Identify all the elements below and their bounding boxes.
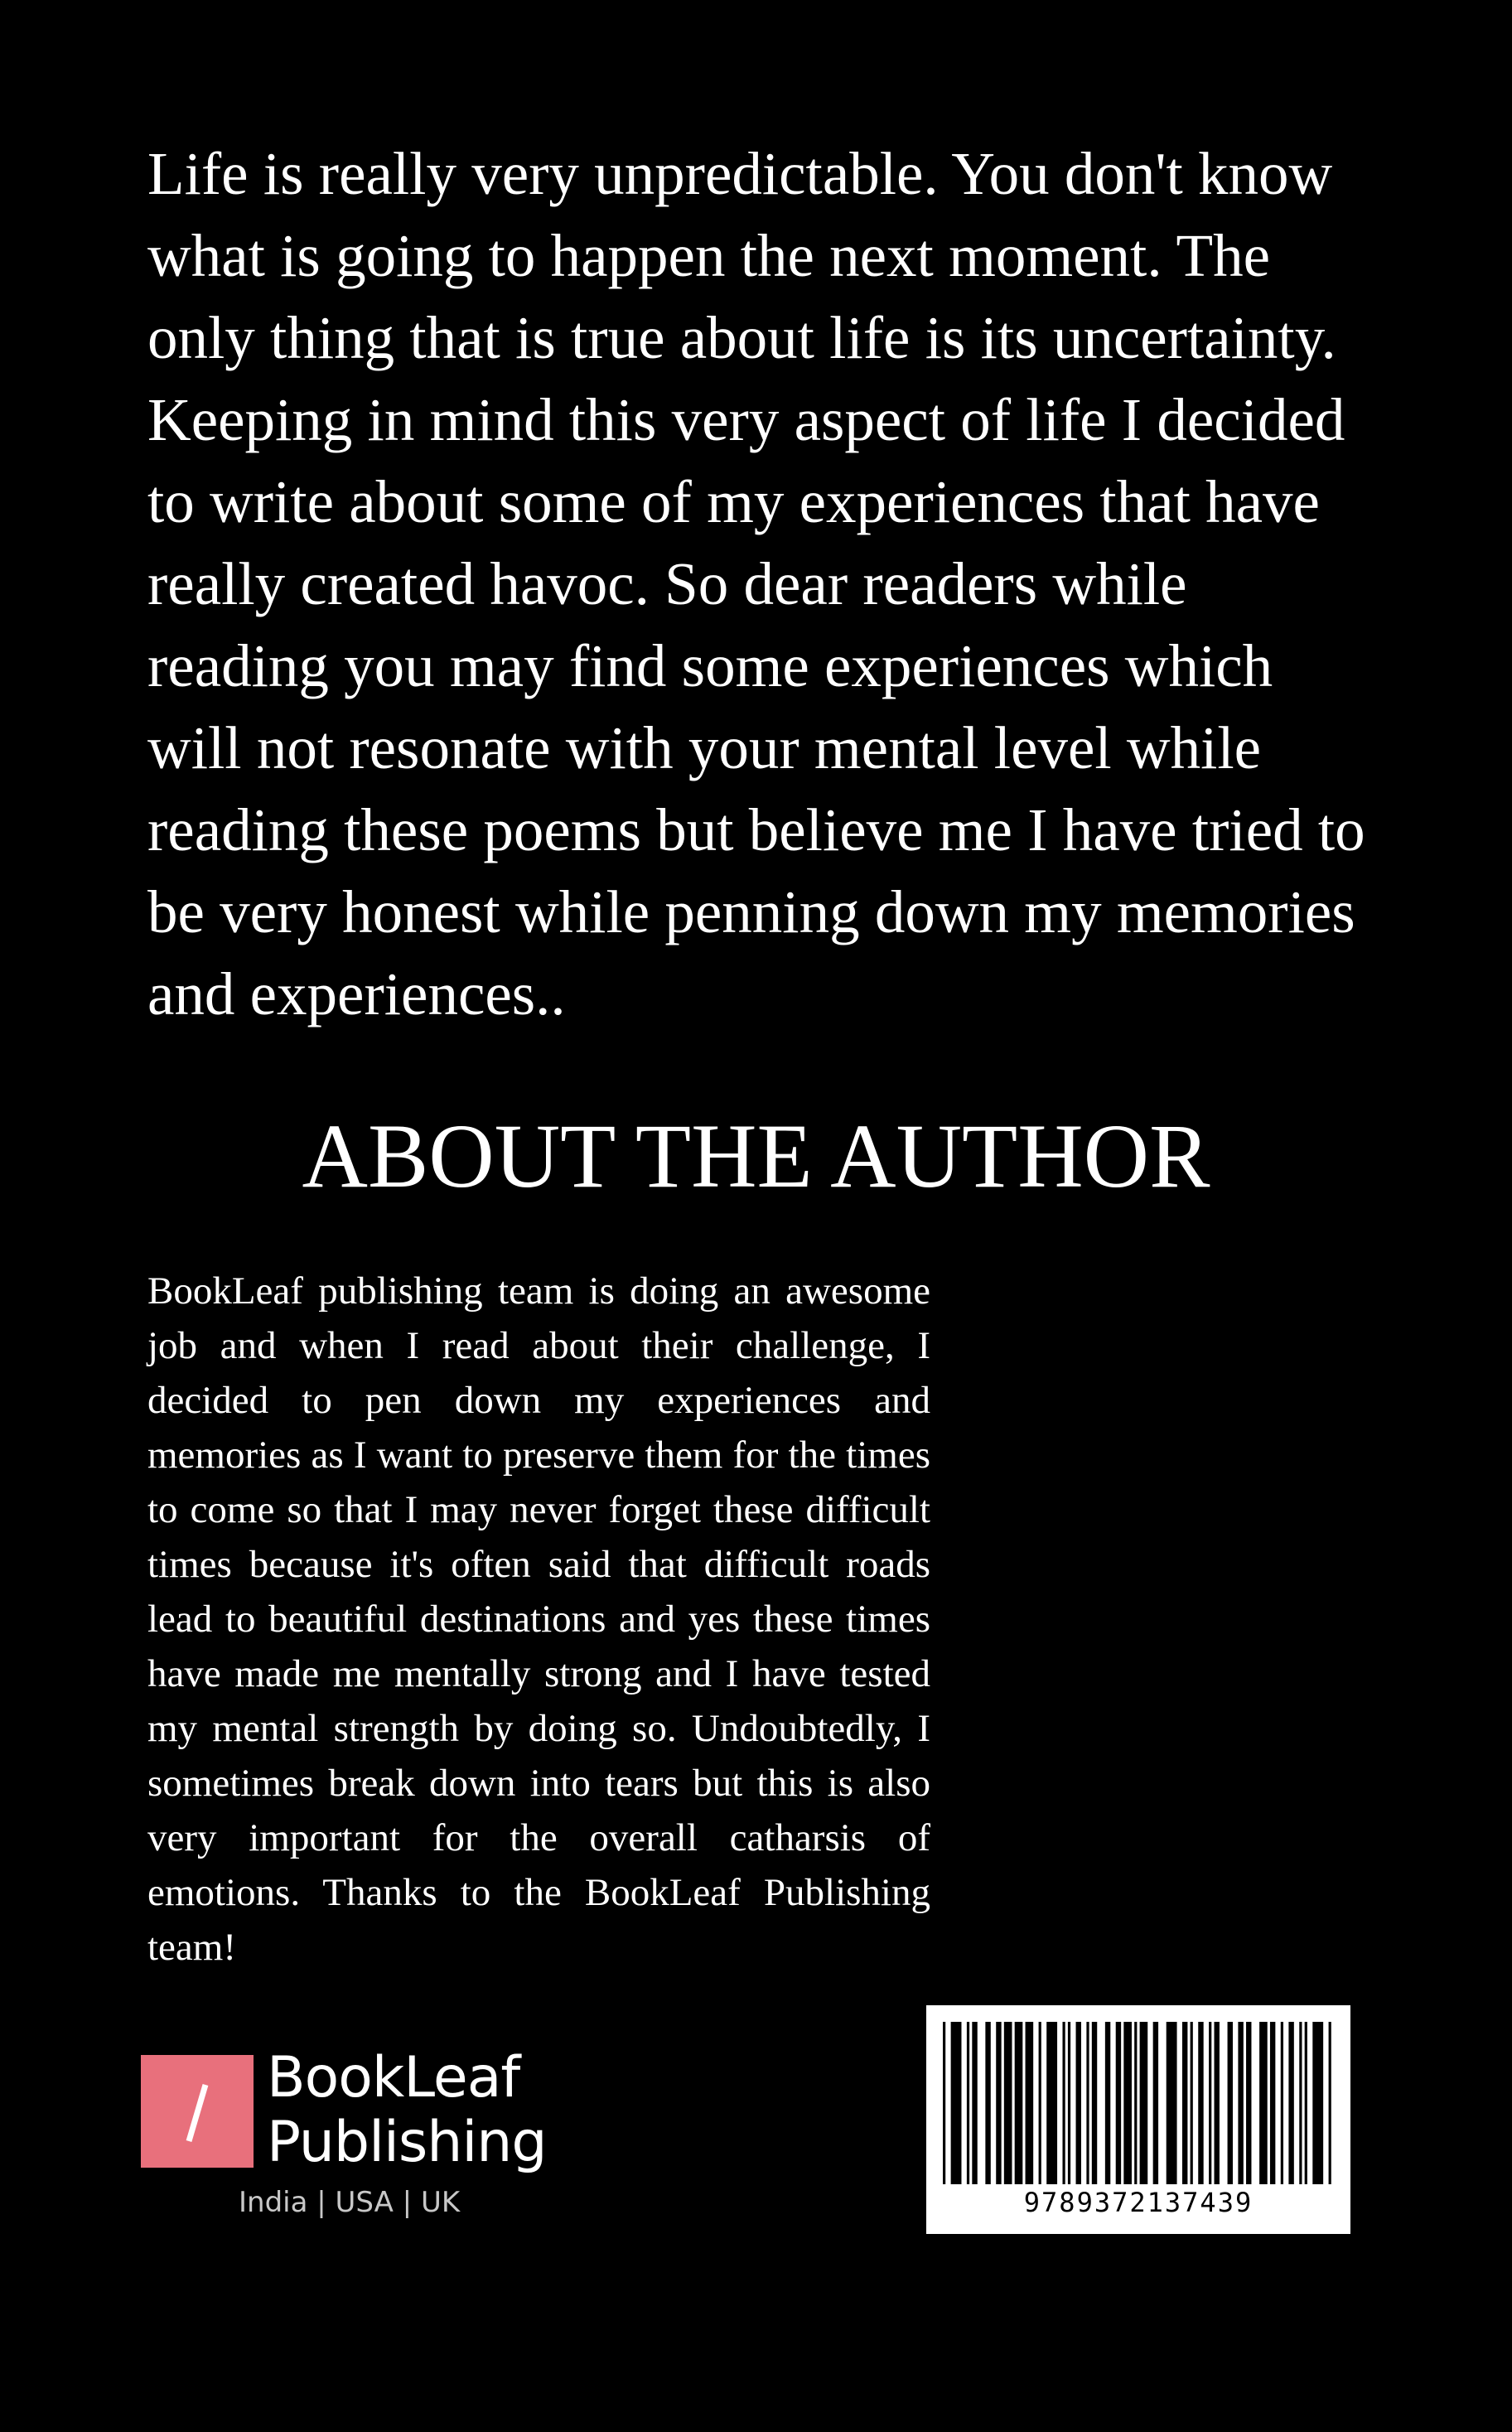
barcode-bar <box>996 2022 1001 2184</box>
barcode-bar <box>1134 2022 1137 2184</box>
barcode-bar <box>1281 2022 1283 2184</box>
barcode-bar <box>1259 2022 1268 2184</box>
barcode-bar <box>1270 2022 1275 2184</box>
back-cover-blurb: Life is really very unpredictable. You don't know what is going to happen the next moment. The only thing that is true about life is its uncertainty. Keeping in mind this very aspect of life I decided to write about some of my experiences that have really created havoc. So dear readers while reading you may find some experiences which will not resonate with your mental level while reading these poems but believe me I have tried to be very honest while penning down my memories and experiences.. <box>147 140 1365 1027</box>
publisher-locations: India | USA | UK <box>239 2186 461 2219</box>
bookleaf-logo-icon <box>141 2055 254 2168</box>
about-the-author-heading: ABOUT THE AUTHOR <box>302 1105 1210 1206</box>
barcode-bar <box>943 2022 945 2184</box>
barcode-bar <box>1228 2022 1233 2184</box>
barcode-bar <box>1288 2022 1293 2184</box>
barcode-bar <box>1191 2022 1193 2184</box>
barcode-bar <box>951 2022 962 2184</box>
barcode-bar <box>1198 2022 1203 2184</box>
barcode-bar <box>1329 2022 1331 2184</box>
barcode-bar <box>972 2022 977 2184</box>
barcode-bar <box>1182 2022 1187 2184</box>
about-the-author-text: BookLeaf publishing team is doing an awesome job and when I read about their challenge, I decided to pen down my experiences and memories as I want to preserve them for the times to come so that I may never forget these difficult times because it's often said that difficult roads lead to beautiful destinations and yes these times have made me mentally strong and I have tested my mental strength by doing so. Undoubtedly, I sometimes break down into tears but this is also very important for the overall catharsis of emotions. Thanks to the BookLeaf Publishing team! <box>147 1269 930 1969</box>
barcode-bar <box>1086 2022 1089 2184</box>
publisher-logo-name: BookLeaf <box>267 2045 520 2110</box>
barcode-bar <box>1312 2022 1323 2184</box>
barcode-bar <box>1076 2022 1081 2184</box>
barcode-bar <box>1026 2022 1034 2184</box>
barcode-bar <box>1116 2022 1121 2184</box>
barcode-bar <box>1140 2022 1148 2184</box>
barcode-bar <box>985 2022 990 2184</box>
barcode-bar <box>1105 2022 1110 2184</box>
barcode-bar <box>1215 2022 1220 2184</box>
publisher-logo-subname: Publishing <box>267 2110 547 2175</box>
barcode-bar <box>1123 2022 1132 2184</box>
barcode-bar <box>1092 2022 1097 2184</box>
barcode-bar <box>1238 2022 1243 2184</box>
barcode-bar <box>1209 2022 1211 2184</box>
barcode-bar <box>1167 2022 1177 2184</box>
barcode-bar <box>1004 2022 1012 2184</box>
isbn-barcode <box>926 2005 1350 2234</box>
barcode-bar <box>1015 2022 1023 2184</box>
barcode-bar <box>1068 2022 1070 2184</box>
barcode-bars <box>943 2022 1334 2184</box>
barcode-bar <box>1039 2022 1041 2184</box>
barcode-bar <box>1046 2022 1057 2184</box>
isbn-number: 9789372137439 <box>1023 2187 1254 2218</box>
barcode-bar <box>1062 2022 1065 2184</box>
barcode-bar <box>967 2022 969 2184</box>
barcode-bar <box>1305 2022 1307 2184</box>
barcode-bar <box>1153 2022 1158 2184</box>
barcode-bar <box>1299 2022 1302 2184</box>
barcode-bar <box>1246 2022 1251 2184</box>
